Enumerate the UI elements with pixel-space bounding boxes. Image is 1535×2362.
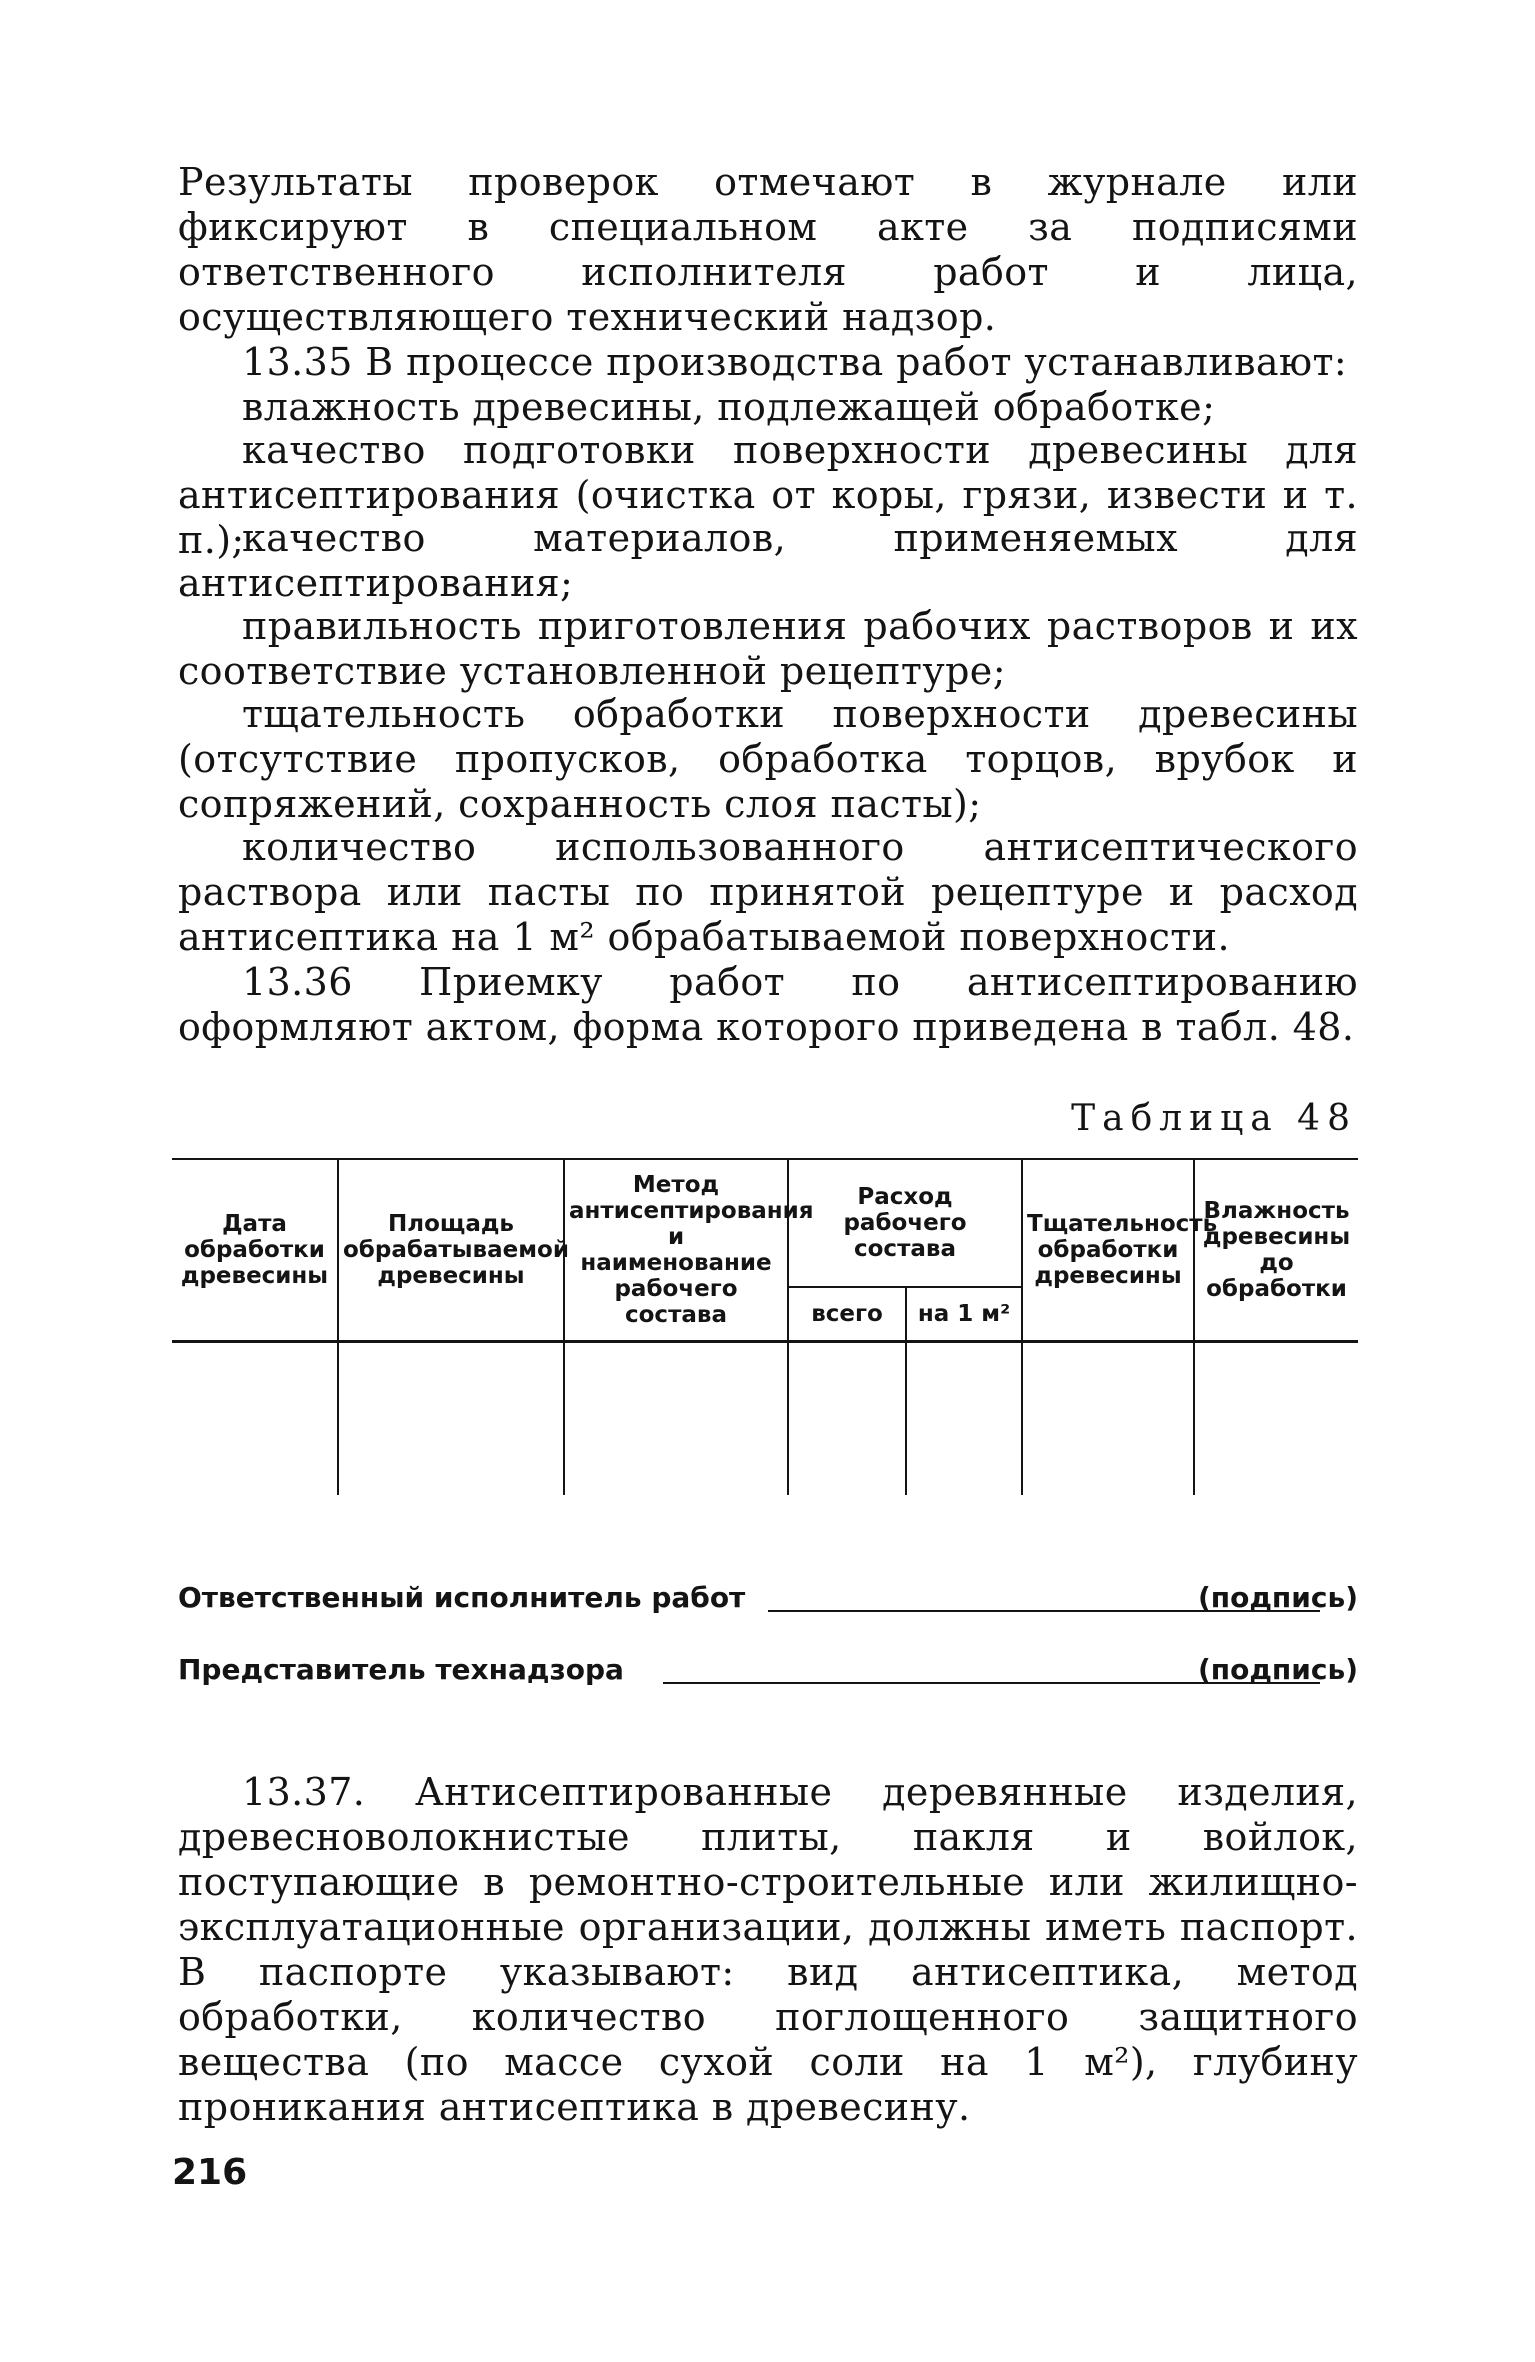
signature-line-supervisor: [178, 1650, 1358, 1690]
header-method: Метод антисептирования и наименование рабочего состава: [564, 1159, 788, 1342]
header-date: Дата обработки древесины: [172, 1159, 338, 1342]
list-item-treatment-thoroughness: тщательность обработки поверхности древесины (отсутствие пропусков, обработка торцов, врубок и сопряжений, сохранность слоя пасты);: [178, 692, 1358, 826]
supervisor-signature-caption: (подпись): [1197, 1653, 1358, 1686]
header-humidity: Влажность древесины до обработки: [1194, 1159, 1358, 1342]
list-item-solution-quantity: количество использованного антисептического раствора или пасты по принятой рецептуре и расход антисептика на 1 м² обрабатываемой поверхности.: [178, 825, 1358, 959]
list-item-surface-preparation: качество подготовки поверхности древесины для антисептирования (очистка от коры, грязи, извести и т. п.);: [178, 428, 1358, 562]
executor-signature-caption: (подпись): [1197, 1581, 1358, 1614]
header-area: Площадь обрабатываемой древесины: [338, 1159, 564, 1342]
cell-thoroughness: [1022, 1342, 1194, 1496]
paragraph-13-37: 13.37. Антисептированные деревянные изделия, древесноволокнистые плиты, пакля и войлок, поступающие в ремонтно-строительные или жилищно-эксплуатационные организации, должны иметь паспорт. В паспорте указывают: вид антисептика, метод обработки, количество поглощенного защитного вещества (по массе сухой соли на 1 м²), глубину проникания антисептика в древесину.: [178, 1770, 1358, 2129]
paragraph-13-36: 13.36 Приемку работ по антисептированию оформляют актом, форма которого приведена в табл. 48.: [178, 960, 1358, 1049]
cell-per-m2: [906, 1342, 1022, 1496]
list-item-solution-preparation: правильность приготовления рабочих растворов и их соответствие установленной рецептуре;: [178, 604, 1358, 693]
list-item-materials-quality: качество материалов, применяемых для антисептирования;: [178, 516, 1358, 605]
header-per-m2: на 1 м²: [906, 1287, 1022, 1342]
header-consumption: Расход рабочего состава: [788, 1159, 1022, 1287]
signature-line-executor: [178, 1578, 1358, 1618]
cell-date: [172, 1342, 338, 1496]
table-caption: Таблица 48: [1071, 1098, 1357, 1139]
cell-humidity: [1194, 1342, 1358, 1496]
acceptance-act-table: [172, 1158, 1358, 1495]
header-thoroughness: Тщательность обработки древесины: [1022, 1159, 1194, 1342]
list-item-humidity: влажность древесины, подлежащей обработке;: [242, 385, 1216, 429]
cell-total: [788, 1342, 906, 1496]
cell-method: [564, 1342, 788, 1496]
table-row: [172, 1342, 1358, 1496]
cell-area: [338, 1342, 564, 1496]
header-total: всего: [788, 1287, 906, 1342]
supervisor-label: Представитель технадзора: [178, 1653, 624, 1686]
page-number: 216: [172, 2152, 248, 2193]
paragraph-13-35: 13.35 В процессе производства работ устанавливают:: [242, 340, 1348, 384]
executor-label: Ответственный исполнитель работ: [178, 1581, 746, 1614]
paragraph-inspection-results: Результаты проверок отмечают в журнале или фиксируют в специальном акте за подписями ответственного исполнителя работ и лица, осуществляющего технический надзор.: [178, 160, 1358, 339]
